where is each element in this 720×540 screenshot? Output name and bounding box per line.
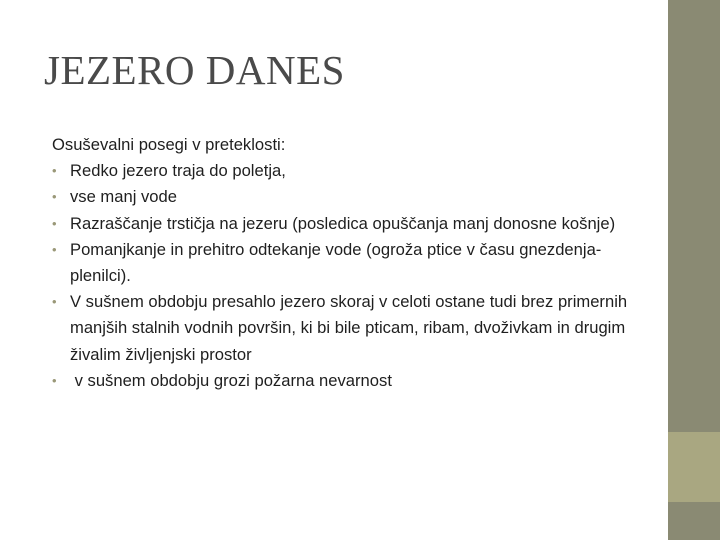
sidebar-bottom-band xyxy=(666,502,720,540)
slide-content xyxy=(52,132,632,394)
bullet-text: vse manj vode xyxy=(70,187,177,207)
bullet-icon: • xyxy=(52,241,57,257)
bullet-icon: • xyxy=(52,215,57,231)
list-item xyxy=(52,184,632,210)
decorative-sidebar xyxy=(666,0,720,540)
bullet-text: Pomanjkanje in prehitro odtekanje vode (ogroža ptice v času gnezdenja-plenilci). xyxy=(70,239,602,286)
intro-text: Osuševalni posegi v preteklosti: xyxy=(52,135,286,154)
bullet-text: v sušnem obdobju grozi požarna nevarnost xyxy=(70,370,392,390)
bullet-icon: • xyxy=(52,294,57,310)
list-item xyxy=(52,289,632,368)
bullet-icon: • xyxy=(52,372,57,388)
list-item xyxy=(52,368,632,394)
bullet-text: Redko jezero traja do poletja, xyxy=(70,161,286,181)
sidebar-main-band xyxy=(666,0,720,432)
bullet-icon: • xyxy=(52,189,57,205)
list-item xyxy=(52,237,632,289)
list-item xyxy=(52,211,632,237)
bullet-list xyxy=(52,158,632,394)
bullet-text: Razraščanje trstičja na jezeru (posledica opuščanja manj donosne košnje) xyxy=(70,213,616,233)
bullet-icon: • xyxy=(52,163,57,179)
slide-title: JEZERO DANES xyxy=(44,47,345,93)
sidebar-accent-band xyxy=(666,432,720,502)
bullet-text: V sušnem obdobju presahlo jezero skoraj v celoti ostane tudi brez primernih manjših stalnih vodnih površin, ki bi bile pticam, ribam, dvoživkam in drugim živalim življenjski prostor xyxy=(70,292,628,364)
sidebar-divider xyxy=(666,0,668,540)
list-item xyxy=(52,158,632,184)
